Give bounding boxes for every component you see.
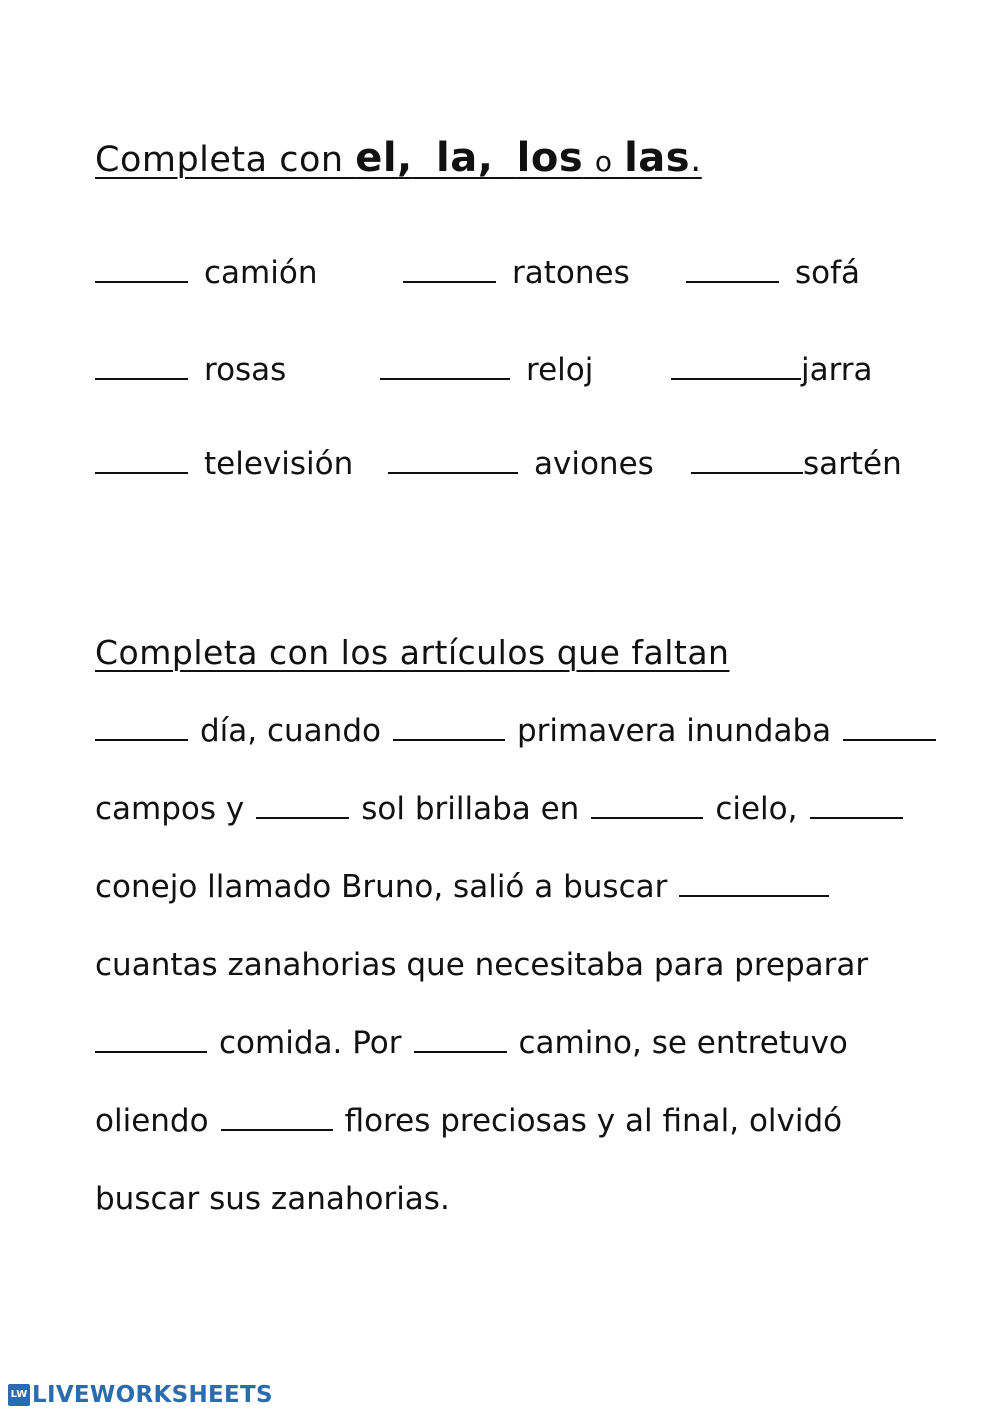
list-item xyxy=(380,352,593,388)
paragraph-line xyxy=(95,947,868,983)
noun-label: camión xyxy=(204,255,318,291)
text-segment: camino, se entretuvo xyxy=(518,1025,848,1061)
paragraph-line xyxy=(95,791,915,827)
answer-blank[interactable] xyxy=(403,279,496,283)
text-segment: comida. Por xyxy=(219,1025,402,1061)
answer-blank[interactable] xyxy=(843,737,936,741)
answer-blank[interactable] xyxy=(691,470,803,474)
title-period: . xyxy=(690,140,702,180)
noun-label: rosas xyxy=(204,352,287,388)
noun-label: reloj xyxy=(526,352,594,388)
list-item xyxy=(95,352,286,388)
answer-blank[interactable] xyxy=(591,815,703,819)
answer-blank[interactable] xyxy=(414,1049,507,1053)
answer-blank[interactable] xyxy=(686,279,779,283)
text-segment: sol brillaba en xyxy=(361,791,580,827)
article-la: la, xyxy=(436,135,494,181)
answer-blank[interactable] xyxy=(95,470,188,474)
answer-blank[interactable] xyxy=(380,376,510,380)
logo-mark-icon: LW xyxy=(8,1384,30,1406)
answer-blank[interactable] xyxy=(393,737,505,741)
noun-label: aviones xyxy=(534,446,654,482)
answer-blank[interactable] xyxy=(95,279,188,283)
answer-blank[interactable] xyxy=(388,470,518,474)
paragraph-line xyxy=(95,869,841,905)
answer-blank[interactable] xyxy=(221,1127,333,1131)
list-item xyxy=(388,446,654,482)
list-item xyxy=(95,255,317,291)
list-item xyxy=(691,446,902,482)
text-segment: cuantas zanahorias que necesitaba para preparar xyxy=(95,947,869,983)
answer-blank[interactable] xyxy=(671,376,801,380)
paragraph-line xyxy=(95,1181,450,1217)
list-item xyxy=(671,352,873,388)
answer-blank[interactable] xyxy=(95,376,188,380)
text-segment: cielo, xyxy=(715,791,798,827)
paragraph-line xyxy=(95,1103,842,1139)
answer-blank[interactable] xyxy=(679,893,829,897)
text-segment: conejo llamado Bruno, salió a buscar xyxy=(95,869,668,905)
text-segment: oliendo xyxy=(95,1103,209,1139)
noun-label: sartén xyxy=(803,446,902,482)
list-item xyxy=(686,255,860,291)
text-segment: día, cuando xyxy=(200,713,381,749)
section2-title: Completa con los artículos que faltan xyxy=(95,633,730,672)
liveworksheets-logo[interactable] xyxy=(8,1380,273,1410)
list-item xyxy=(95,446,353,482)
text-segment: buscar sus zanahorias. xyxy=(95,1181,450,1217)
answer-blank[interactable] xyxy=(810,815,903,819)
paragraph-line xyxy=(95,1025,848,1061)
noun-label: ratones xyxy=(512,255,630,291)
section1-title xyxy=(95,135,702,181)
text-segment: campos y xyxy=(95,791,245,827)
logo-text: LIVEWORKSHEETS xyxy=(32,1382,273,1408)
article-los: los xyxy=(516,135,584,181)
answer-blank[interactable] xyxy=(95,737,188,741)
paragraph-line xyxy=(95,713,948,749)
text-segment: primavera inundaba xyxy=(516,713,832,749)
noun-label: jarra xyxy=(801,352,873,388)
article-las: las xyxy=(624,135,691,181)
answer-blank[interactable] xyxy=(256,815,349,819)
title-prefix: Completa con xyxy=(95,140,356,180)
conjunction-o: o xyxy=(594,145,613,178)
article-el: el, xyxy=(355,135,413,181)
text-segment: flores preciosas y al final, olvidó xyxy=(344,1103,843,1139)
answer-blank[interactable] xyxy=(95,1049,207,1053)
noun-label: televisión xyxy=(204,446,354,482)
noun-label: sofá xyxy=(795,255,861,291)
list-item xyxy=(403,255,630,291)
